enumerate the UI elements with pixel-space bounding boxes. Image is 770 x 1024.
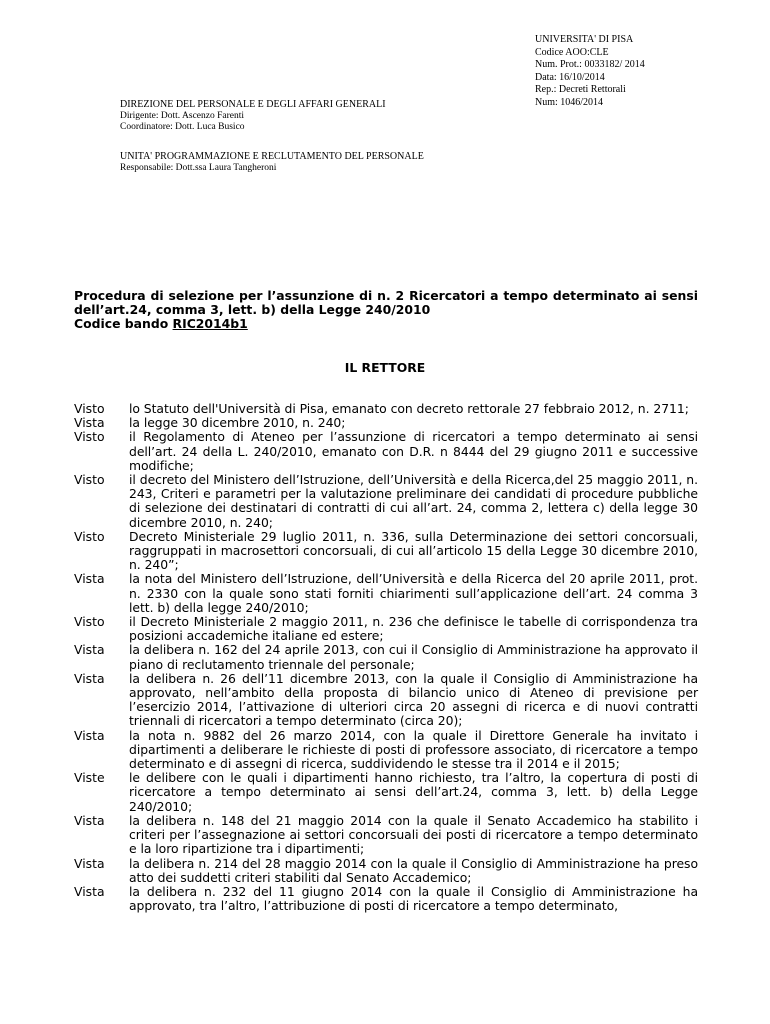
preamble-entry-label: Vista xyxy=(74,571,105,587)
protocol-date: Data: 16/10/2014 xyxy=(535,71,605,83)
preamble-entry-text: lo Statuto dell'Università di Pisa, emanato con decreto rettorale 27 febbraio 2012, n. 2711; xyxy=(129,401,689,416)
direction-coordinator: Coordinatore: Dott. Luca Busico xyxy=(120,122,245,132)
protocol-stamp xyxy=(535,34,645,109)
direction-name: DIREZIONE DEL PERSONALE E DEGLI AFFARI GENERALI xyxy=(120,99,386,110)
rettore-heading: IL RETTORE xyxy=(344,360,426,375)
preamble-entry xyxy=(74,473,698,530)
protocol-university: UNIVERSITA' DI PISA xyxy=(535,34,634,45)
preamble-entry-label: Vista xyxy=(74,642,105,658)
preamble-entry-text: il Regolamento di Ateneo per l’assunzione di ricercatori a tempo determinato ai sensi dell’art. 24 della L. 240/2010, emanato con D.R. n 8444 del 29 giugno 2011 e successive modifiche; xyxy=(129,429,698,473)
preamble-entry-label: Visto xyxy=(74,429,105,445)
preamble-entry xyxy=(74,643,698,671)
bando-code: RIC2014b1 xyxy=(172,316,248,331)
preamble-entry-text: la delibera n. 162 del 24 aprile 2013, con cui il Consiglio di Amministrazione ha approvato il piano di reclutamento triennale del personale; xyxy=(129,642,698,672)
preamble-entry-label: Visto xyxy=(74,401,105,416)
preamble-entry xyxy=(74,885,698,913)
preamble-entry-text: il decreto del Ministero dell’Istruzione, dell’Università e della Ricerca,del 25 maggio 2011, n. 243, Criteri e parametri per la valutazione preliminare dei candidati di procedure pubbliche di selezione dei destinatari di contratti di cui all’art. 24, comma 2, lettera c) della legge 30 dicembre 2010, n. 240; xyxy=(129,472,698,530)
preamble-entry-label: Vista xyxy=(74,855,105,871)
preamble-entry xyxy=(74,530,698,573)
preamble-entry-text: la nota del Ministero dell’Istruzione, dell’Università e della Ricerca del 20 aprile 2011, prot. n. 2330 con la quale sono stati forniti chiarimenti sull’applicazione dell’art. 24 comma 3 lett. b) della legge 240/2010; xyxy=(129,571,698,615)
preamble-entry xyxy=(74,430,698,473)
unit-header xyxy=(120,151,424,174)
document-title xyxy=(74,289,698,331)
preamble-entry xyxy=(74,672,698,729)
title-text: Procedura di selezione per l’assunzione di n. 2 Ricercatori a tempo determinato ai sensi dell’art.24, comma 3, lett. b) della Legge 240/2010 xyxy=(74,288,698,317)
preamble-entry xyxy=(74,771,698,814)
protocol-aoo-code: Codice AOO:CLE xyxy=(535,46,609,58)
preamble-entry-label: Vista xyxy=(74,727,105,743)
preamble-entry-text: la delibera n. 214 del 28 maggio 2014 con la quale il Consiglio di Amministrazione ha preso atto dei suddetti criteri stabiliti dal Senato Accademico; xyxy=(129,855,698,885)
direction-manager: Dirigente: Dott. Ascenzo Farenti xyxy=(120,110,244,121)
preamble-entry-label: Visto xyxy=(74,614,105,630)
preamble-entry-text: la legge 30 dicembre 2010, n. 240; xyxy=(129,415,346,431)
preamble-entry-label: Vista xyxy=(74,883,105,899)
preamble-entry-text: le delibere con le quali i dipartimenti hanno richiesto, tra l’altro, la copertura di posti di ricercatore a tempo determinato ai sensi dell’art.24, comma 3, lett. b) della Legge 240/2010; xyxy=(129,770,698,814)
preamble-entry-text: la nota n. 9882 del 26 marzo 2014, con la quale il Direttore Generale ha invitato i dipartimenti a deliberare le richieste di posti di professore associato, di ricercatore a tempo determinato e di assegni di ricerca, suddividendo le stesse tra il 2014 e il 2015; xyxy=(129,727,698,772)
preamble-entry-text: la delibera n. 26 dell’11 dicembre 2013, con la quale il Consiglio di Amministrazione ha approvato, nell’ambito della proposta di bilancio unico di Ateneo di previsione per l’esercizio 2014, l’attivazione di ulteriori circa 20 assegni di ricerca e di nuovi contratti triennali di ricercatori a tempo determinato (circa 20); xyxy=(129,670,698,729)
preamble-entry-label: Vista xyxy=(74,812,105,828)
protocol-decree-number: Num: 1046/2014 xyxy=(535,96,604,108)
preamble-entry-text: Decreto Ministeriale 29 luglio 2011, n. 336, sulla Determinazione dei settori concorsuali, raggruppati in macrosettori concorsuali, di cui all’articolo 15 della Legge 30 dicembre 2010, n. 240”; xyxy=(129,528,698,573)
preamble-entry-text: la delibera n. 148 del 21 maggio 2014 con la quale il Senato Accademico ha stabilito i criteri per l’assegnazione ai settori concorsuali dei posti di ricercatore a tempo determinato e la loro ripartizione tra i dipartimenti; xyxy=(129,812,698,857)
preamble-entry-label: Vista xyxy=(74,670,105,686)
preamble-entry-text: il Decreto Ministeriale 2 maggio 2011, n. 236 che definisce le tabelle di corrispondenza tra posizioni accademiche italiane ed estere; xyxy=(129,614,698,644)
preamble-entry xyxy=(74,572,698,615)
preamble-entry xyxy=(74,857,698,885)
preamble-entry xyxy=(74,402,698,416)
protocol-repertory: Rep.: Decreti Rettorali xyxy=(535,84,626,95)
preamble-entry-label: Visto xyxy=(74,472,105,488)
preamble-entry-label: Vista xyxy=(74,415,105,431)
preamble-list xyxy=(74,402,698,913)
preamble-entry-label: Viste xyxy=(74,770,105,786)
preamble-entry xyxy=(74,615,698,643)
protocol-number: Num. Prot.: 0033182/ 2014 xyxy=(535,59,645,70)
unit-name: UNITA' PROGRAMMAZIONE E RECLUTAMENTO DEL PERSONALE xyxy=(120,151,424,162)
preamble-entry-text: la delibera n. 232 del 11 giugno 2014 con la quale il Consiglio di Amministrazione ha approvato, tra l’altro, l’attribuzione di posti di ricercatore a tempo determinato, xyxy=(129,883,698,914)
preamble-entry xyxy=(74,416,698,430)
bando-code-line xyxy=(74,317,698,331)
unit-manager: Responsabile: Dott.ssa Laura Tangheroni xyxy=(120,162,277,173)
preamble-entry-label: Visto xyxy=(74,528,105,544)
preamble-entry xyxy=(74,729,698,772)
direction-header xyxy=(120,99,386,134)
preamble-entry xyxy=(74,814,698,857)
bando-code-label: Codice bando xyxy=(74,316,169,331)
